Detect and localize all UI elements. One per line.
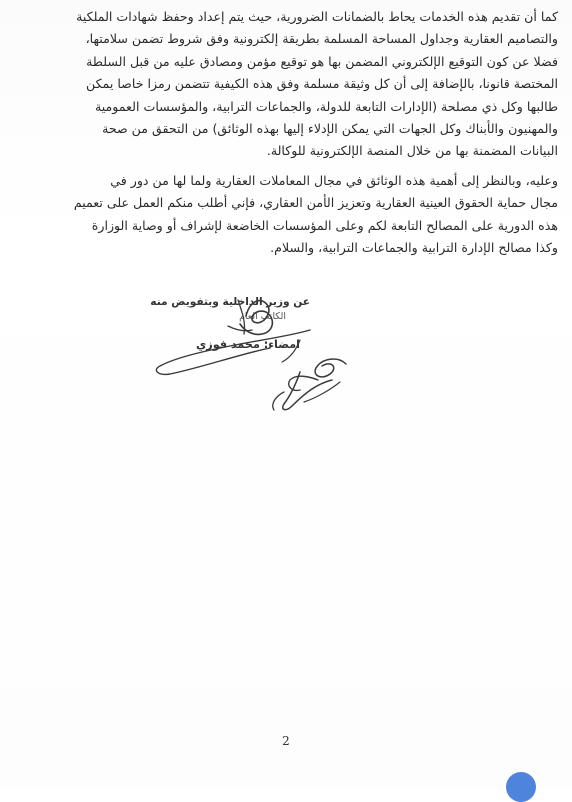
paragraph-line: والمهنيون والأبناك وكل الجهات التي يمكن الإدلاء إليها بهذه الوثائق) من التحقق من صحة bbox=[102, 121, 558, 137]
page-number: 2 bbox=[282, 734, 290, 748]
paragraph-2 bbox=[6, 170, 558, 260]
signatory-name: امضاء: محمد فوزي bbox=[196, 338, 300, 351]
paragraph-line: والتصاميم العقارية وجداول المساحة المسلمة بطريقة إلكترونية وفق شروط تضمن سلامتها، bbox=[85, 31, 558, 47]
paragraph-line: كما أن تقديم هذه الخدمات يحاط بالضمانات الضرورية، حيث يتم إعداد وحفظ شهادات الملكية bbox=[76, 9, 558, 24]
paragraph-line: مجال حماية الحقوق العينية العقارية وتعزيز الأمن العقاري، فإني أطلب منكم العمل على تعميم bbox=[73, 195, 558, 211]
paragraph-line: فضلا عن كون التوقيع الإلكتروني المضمن بها هو توقيع مؤمن ومصادق عليه من قبل السلطة bbox=[86, 53, 558, 69]
paragraph-line: وكذا مصالح الإدارة الترابية والجماعات الترابية، والسلام. bbox=[270, 240, 558, 256]
paragraph-line: المختصة قانونا، بالإضافة إلى أن كل وثيقة مسلمة وفق هذه الكيفية تتضمن رمزا خاصا يمكن bbox=[86, 76, 558, 92]
scan-corner-icon bbox=[506, 772, 536, 802]
signatory-delegation: عن وزير الداخلية وبتفويض منه bbox=[150, 296, 310, 308]
signatory-title: الكاتب العام bbox=[239, 311, 286, 322]
paragraph-line: وعليه، وبالنظر إلى أهمية هذه الوثائق في مجال المعاملات العقارية ولما لها من دور في bbox=[110, 173, 558, 188]
paragraph-1 bbox=[6, 6, 558, 163]
paragraph-line: طالبها وكل ذي مصلحة (الإدارات التابعة للدولة، والجماعات الترابية، والمؤسسات العمومية bbox=[94, 98, 558, 114]
paragraph-line: البيانات المضمنة بها من خلال المنصة الإلكترونية للوكالة. bbox=[266, 143, 558, 159]
signature-block bbox=[0, 296, 572, 416]
paragraph-line: هذه الدورية على المصالح التابعة لكم وعلى المؤسسات الخاضعة لإشراف أو وصاية الوزارة bbox=[91, 217, 558, 233]
